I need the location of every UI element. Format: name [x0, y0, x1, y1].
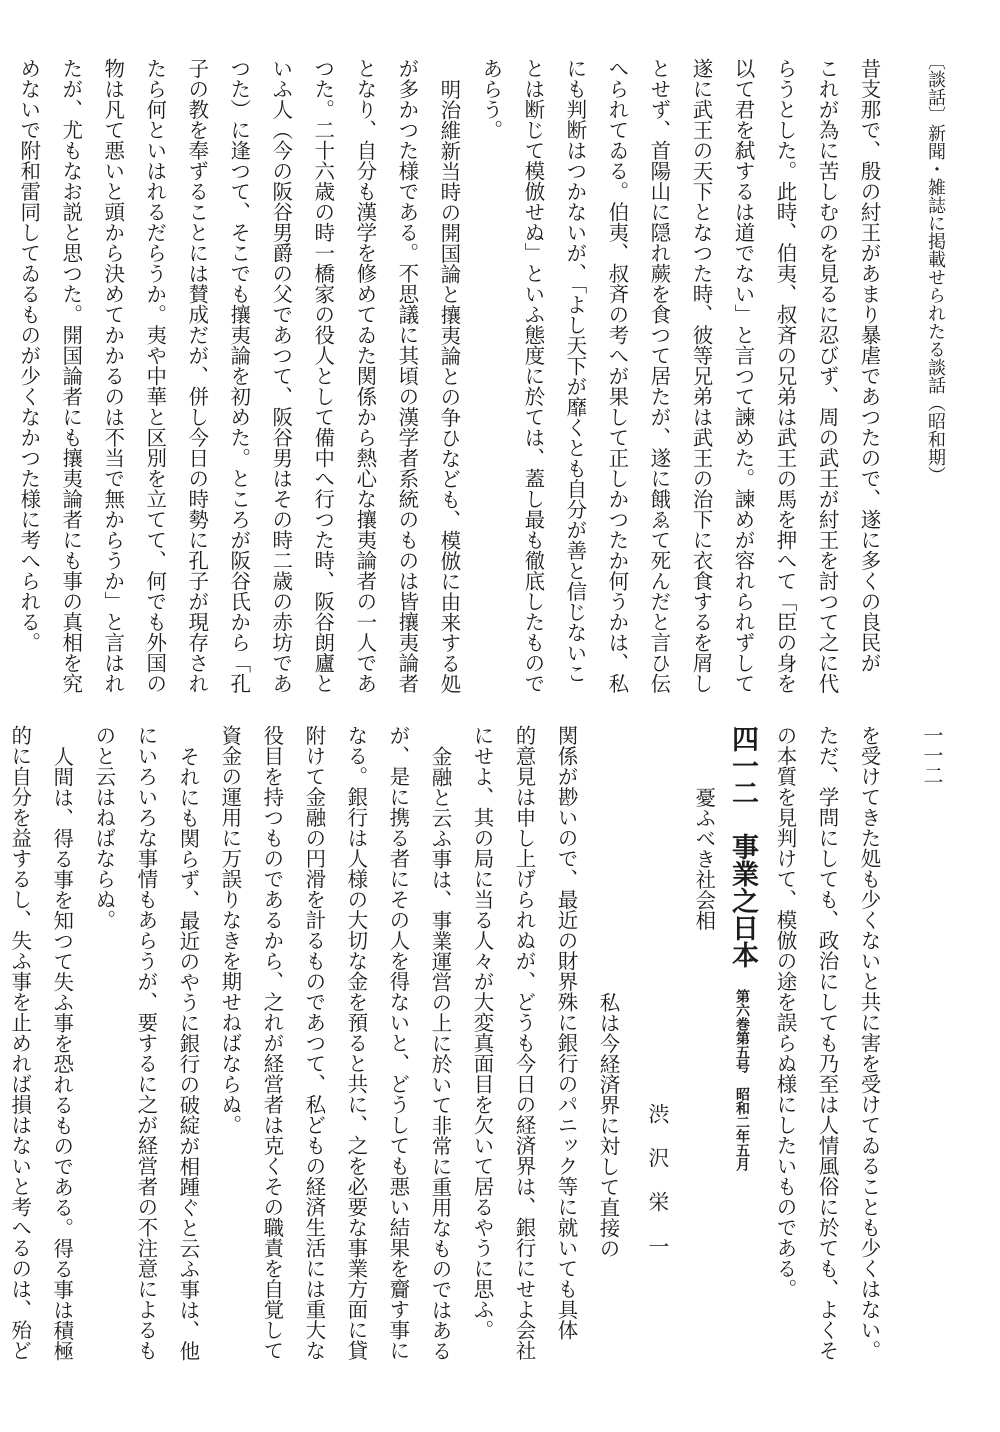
text-column: たが、尤もなお説と思つた。開国論者にも攘夷論者にも事の真相を究 [58, 58, 83, 694]
paragraph-start-column: それにも関らず、最近のやうに銀行の破綻が相踵ぐと云ふ事は、他 [175, 745, 200, 1361]
text-column: となり、自分も漢学を修めてゐた関係から熱心な攘夷論者の一人であ [352, 58, 377, 694]
text-column: らうとした。此時、伯夷、叔斉の兄弟は武王の馬を押へて「臣の身を [772, 58, 797, 694]
text-column: にせよ、其の局に当る人々が大変真面目を欠いて居るやうに思ふ。 [469, 725, 494, 1340]
text-column: とせず、首陽山に隠れ蕨を食つて居たが、遂に餓ゑて死んだと言ひ伝 [646, 58, 671, 694]
paragraph-start-column: 明治維新当時の開国論と攘夷論との争ひなども、模倣に由来する処 [436, 78, 461, 694]
page-number: 一一二 [920, 725, 944, 785]
text-column: なる。銀行は人様の大切な金を預ると共に、之を必要な事業方面に貸 [343, 725, 368, 1361]
article-title-text: 四一二 事業之日本 [726, 725, 758, 968]
running-head: 〔談話〕新聞・雑誌に掲載せられたる談話（昭和期） [925, 52, 946, 484]
text-column: を受けてきた処も少くないと共に害を受けてゐることも少くはない。 [857, 725, 881, 1361]
text-column: 的に自分を益するし、失ふ事を止めれば損はないと考へるのは、殆ど [7, 725, 32, 1361]
article-heading [685, 725, 764, 1355]
text-column: あらう。 [478, 58, 503, 140]
text-column: のと云はねばならぬ。 [91, 725, 116, 930]
article-title [721, 725, 764, 1355]
text-column: 物は凡て悪いと頭から決めてかかるのは不当で無からうか」と言はれ [100, 58, 125, 694]
text-column: つた）に逢つて、そこでも攘夷論を初めた。ところが阪谷氏から「孔 [226, 58, 251, 694]
text-column: 以て君を弑するは道でない」と言つて諫めた。諫めが容れられずして [730, 58, 755, 694]
text-column: にいろいろな事情もあらうが、要するに之が経営者の不注意によるも [133, 725, 158, 1361]
article-first-column: 私は今経済界に対して直接の [596, 991, 620, 1258]
paragraph-start-column: 金融と云ふ事は、事業運営の上に於いて非常に重用なものではある [427, 745, 452, 1361]
paragraph-start-column [0, 58, 8, 683]
paragraph-start-column: 人間は、得る事を知つて失ふ事を恐れるものである。得る事は積極 [49, 745, 74, 1361]
source-note: 第六巻第五号 昭和二年五月 [733, 988, 750, 1171]
text-column: 役目を持つものであるから、之れが経営者は克くその職責を自覚して [259, 725, 284, 1361]
text-column: が、是に携る者にその人を得ないと、どうしても悪い結果を齎す事に [385, 725, 410, 1361]
text-column: 昔支那で、殷の紂王があまり暴虐であつたので、遂に多くの良民が [857, 58, 881, 673]
lower-text-block [7, 725, 890, 1361]
text-column: の本質を見判けて、模倣の途を誤らぬ様にしたいものである。 [772, 725, 797, 1299]
text-column: にも判断はつかないが、「よし天下が靡くとも自分が善と信じないこ [562, 58, 587, 684]
text-column: 関係が尠いので、最近の財界殊に銀行のパニック等に就いても具体 [553, 725, 578, 1340]
text-column: 資金の運用に万誤りなきを期せねばならぬ。 [217, 725, 242, 1135]
text-column: とは断じて模倣せぬ」といふ態度に於ては、蓋し最も徹底したもので [520, 58, 545, 694]
text-column: が多かつた様である。不思議に其頃の漢学者系統のものは皆攘夷論者 [394, 58, 419, 694]
text-column: つた。二十六歳の時一橋家の役人として備中へ行つた時、阪谷朗廬と [310, 58, 335, 694]
text-column: 遂に武王の天下となつた時、彼等兄弟は武王の治下に衣食するを屑し [688, 58, 713, 694]
text-column: へられてゐる。伯夷、叔斉の考へが果して正しかつたか何うかは、私 [604, 58, 629, 694]
text-column: いふ人（今の阪谷男爵の父であつて、阪谷男はその時二歳の赤坊であ [268, 58, 293, 694]
text-column: 的意見は申し上げられぬが、どうも今日の経済界は、銀行にせよ会社 [511, 725, 536, 1361]
author-name: 渋沢栄一 [645, 1103, 670, 1280]
upper-text-block [16, 58, 890, 694]
text-column: ただ、学問にしても、政治にしても乃至は人情風俗に於ても、よくそ [814, 725, 839, 1361]
text-column: めないで附和雷同してゐるものが少くなかつた様に考へられる。 [16, 58, 41, 653]
text-column: 子の教を奉ずることには賛成だが、併し今日の時勢に孔子が現存され [184, 58, 209, 694]
text-column: 附けて金融の円滑を計るものであつて、私どもの経済生活には重大な [301, 725, 326, 1361]
article-subtitle: 憂ふべき社会相 [691, 786, 716, 930]
text-column: たら何といはれるだらうか。夷や中華と区別を立てて、何でも外国の [142, 58, 167, 694]
text-column: これが為に苦しむのを見るに忍びず、周の武王が紂王を討つて之に代 [814, 58, 839, 694]
